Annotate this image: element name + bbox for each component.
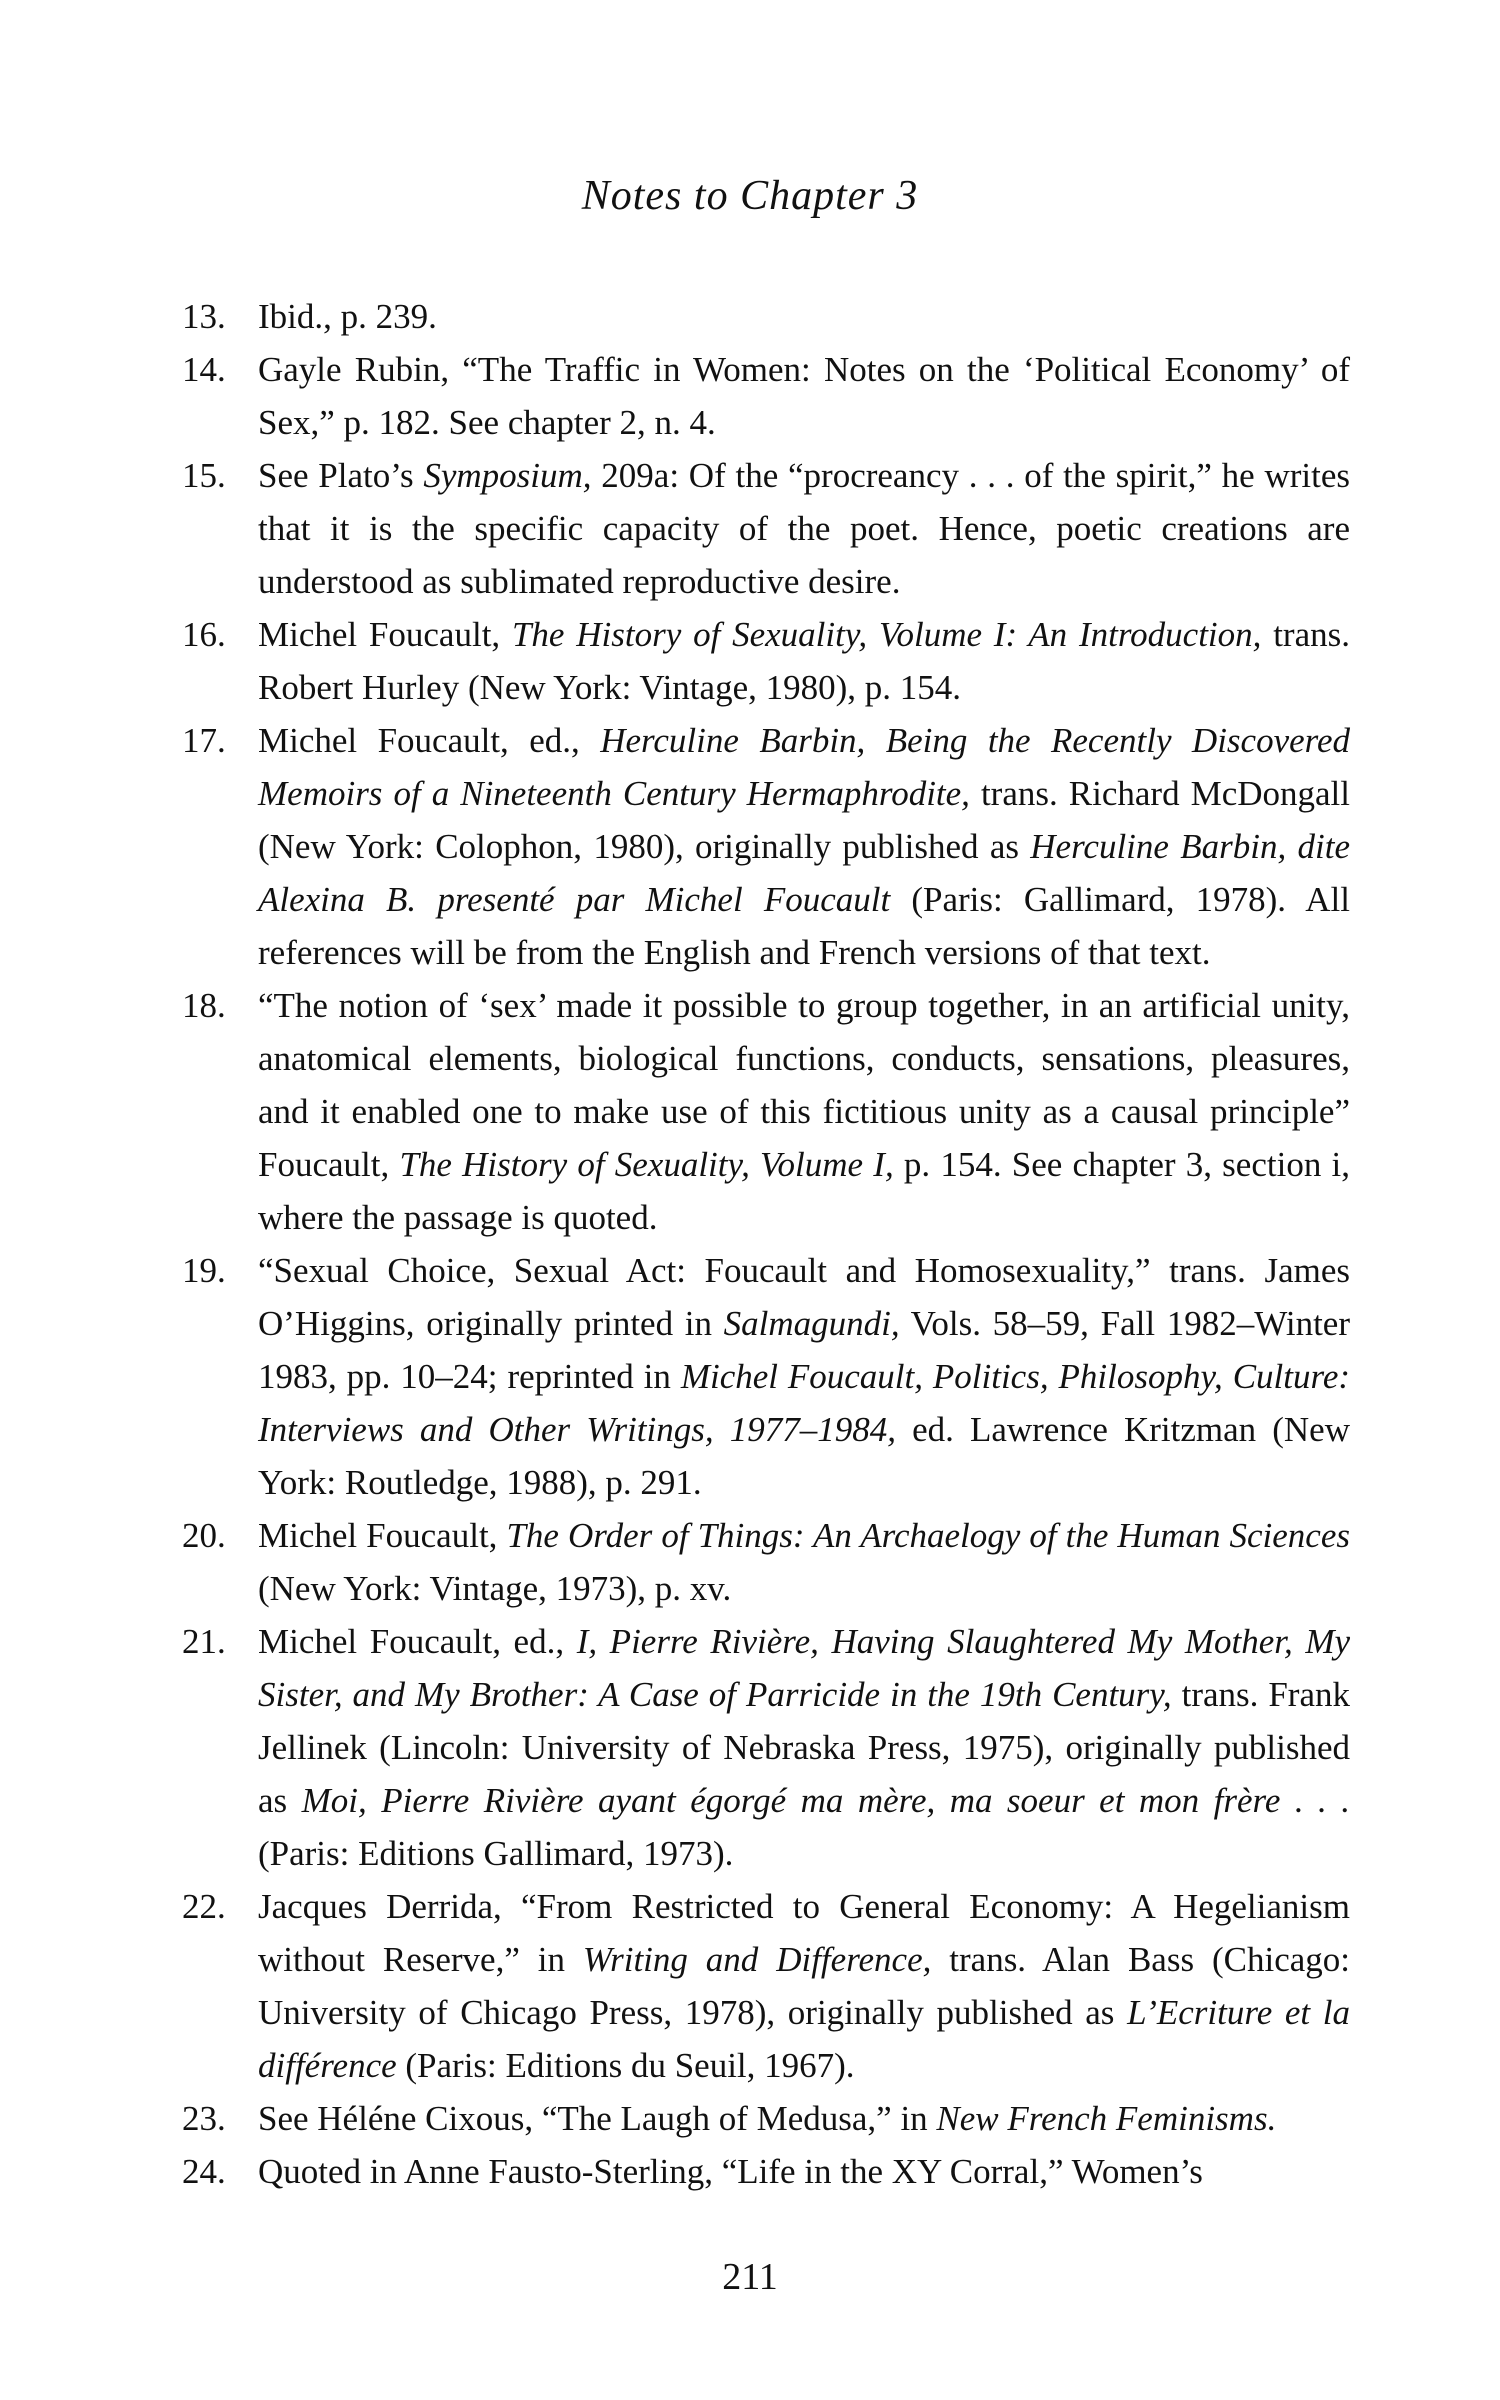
endnote-text: See Héléne Cixous, “The Laugh of Medusa,” in (258, 2099, 937, 2138)
endnote-text: (Paris: Editions Gallimard, 1973). (258, 1834, 734, 1873)
endnote-number: 19. (182, 1251, 226, 1290)
endnote-title-italic: Herculine Barbin, dite Alexina B. presenté par Michel Foucault (258, 827, 1350, 919)
endnote (182, 979, 1350, 1244)
endnote (182, 714, 1350, 979)
page-number: 211 (722, 2256, 778, 2298)
endnote-text: 209a: Of the “procreancy . . . of the spirit,” he writes that it is the specific capacity of the poet. Hence, poetic creations are understood as sublimated reproductive desire. (258, 456, 1350, 601)
endnote-text: Michel Foucault, ed., (258, 721, 601, 760)
endnote-number: 24. (182, 2152, 226, 2191)
endnote-number: 14. (182, 350, 226, 389)
endnote-number: 20. (182, 1516, 226, 1555)
endnote-number: 16. (182, 615, 226, 654)
endnote-text: Jacques Derrida, “From Restricted to General Economy: A Hegelianism without Reserve,” in (258, 1887, 1350, 1979)
endnote-title-italic: Moi, Pierre Rivière ayant égorgé ma mère, ma soeur et mon frère . . . (301, 1781, 1350, 1820)
endnote-title-italic: The History of Sexuality, Volume I, (399, 1145, 894, 1184)
endnote-title-italic: New French Feminisms. (936, 2099, 1277, 2138)
endnote-number: 13. (182, 297, 226, 336)
endnote (182, 608, 1350, 714)
endnote (182, 2145, 1350, 2198)
endnote-title-italic: I, Pierre Rivière, Having Slaughtered My Mother, My Sister, and My Brother: A Case of Parricide in the 19th Century, (258, 1622, 1351, 1714)
endnote-text: trans. Frank Jellinek (Lincoln: University of Nebraska Press, 1975), originally published as (258, 1675, 1350, 1820)
endnote-text: ed. Lawrence Kritzman (New York: Routledge, 1988), p. 291. (258, 1410, 1350, 1502)
endnote-text: See Plato’s (258, 456, 424, 495)
endnote-number: 17. (182, 721, 226, 760)
endnote-number: 23. (182, 2099, 226, 2138)
endnote-text: Quoted in Anne Fausto-Sterling, “Life in the XY Corral,” Women’s (258, 2152, 1203, 2191)
endnote-title-italic: Salmagundi, (723, 1304, 900, 1343)
endnote (182, 1509, 1350, 1615)
endnote-title-italic: Writing and Difference, (582, 1940, 932, 1979)
endnote-text: trans. Robert Hurley (New York: Vintage, 1980), p. 154. (258, 615, 1350, 707)
endnote-text: Vols. 58–59, Fall 1982–Winter 1983, pp. 10–24; reprinted in (258, 1304, 1350, 1396)
endnote-number: 18. (182, 986, 226, 1025)
endnote-text: p. 154. See chapter 3, section i, where the passage is quoted. (258, 1145, 1350, 1237)
endnote-title-italic: Herculine Barbin, Being the Recently Discovered Memoirs of a Nineteenth Century Hermaphrodite, (258, 721, 1350, 813)
endnote-text: Michel Foucault, (258, 1516, 507, 1555)
endnote-text: “Sexual Choice, Sexual Act: Foucault and Homosexuality,” trans. James O’Higgins, originally printed in (258, 1251, 1350, 1343)
endnote (182, 1615, 1350, 1880)
endnote-title-italic: Symposium, (423, 456, 592, 495)
endnote (182, 2092, 1350, 2145)
endnote-text: (Paris: Gallimard, 1978). All references will be from the English and French versions of that text. (258, 880, 1350, 972)
endnote-text: trans. Alan Bass (Chicago: University of Chicago Press, 1978), originally published as (258, 1940, 1350, 2032)
endnote-text: Gayle Rubin, “The Traffic in Women: Notes on the ‘Political Economy’ of Sex,” p. 182. See chapter 2, n. 4. (258, 350, 1350, 442)
endnote-text: (New York: Vintage, 1973), p. xv. (258, 1569, 732, 1608)
endnote (182, 343, 1350, 449)
endnote-number: 15. (182, 456, 226, 495)
endnote-number: 22. (182, 1887, 226, 1926)
endnote (182, 449, 1350, 608)
endnote-title-italic: The Order of Things: An Archaelogy of the Human Sciences (506, 1516, 1350, 1555)
endnote-number: 21. (182, 1622, 226, 1661)
endnote (182, 290, 1350, 343)
endnote-text: “The notion of ‘sex’ made it possible to group together, in an artificial unity, anatomical elements, biological functions, conducts, sensations, pleasures, and it enabled one to make use of this fictitious unity as a causal principle” Foucault, (258, 986, 1350, 1184)
endnotes-list (182, 290, 1350, 2198)
running-head: Notes to Chapter 3 (581, 173, 919, 219)
endnote-text: Michel Foucault, (258, 615, 512, 654)
endnote-title-italic: The History of Sexuality, Volume I: An Introduction, (511, 615, 1262, 654)
endnote-text: (Paris: Editions du Seuil, 1967). (396, 2046, 855, 2085)
endnote-title-italic: Michel Foucault, Politics, Philosophy, Culture: Interviews and Other Writings, 1977–1984, (258, 1357, 1351, 1449)
endnote (182, 1880, 1350, 2092)
endnote-title-italic: L’Ecriture et la différence (258, 1993, 1350, 2085)
endnote-text: trans. Richard McDongall (New York: Colophon, 1980), originally published as (258, 774, 1351, 866)
endnote (182, 1244, 1350, 1509)
endnote-text: Michel Foucault, ed., (258, 1622, 577, 1661)
endnote-text: Ibid., p. 239. (258, 297, 437, 336)
